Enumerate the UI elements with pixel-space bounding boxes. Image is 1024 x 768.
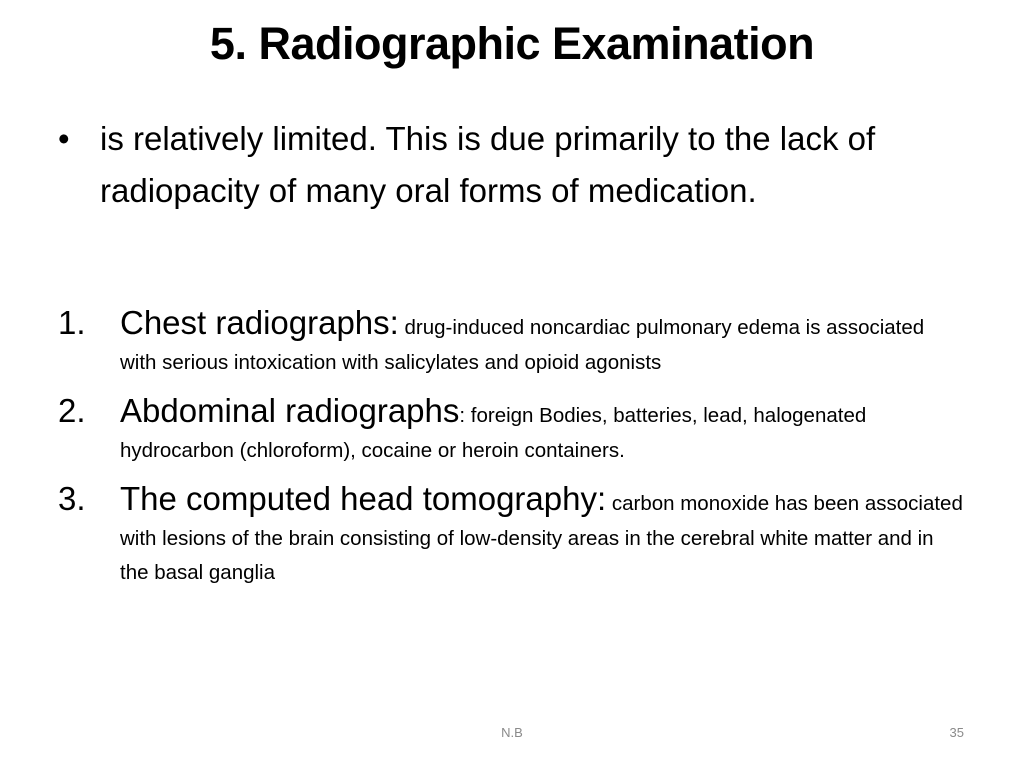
slide-number: 35: [949, 725, 964, 740]
list-item-heading: The computed head tomography:: [120, 480, 607, 517]
list-item-number: 3.: [58, 480, 86, 517]
list-item-number: 2.: [58, 392, 86, 429]
intro-bullet-text: is relatively limited. This is due primarily to the lack of radiopacity of many oral forms of medication.: [100, 120, 876, 209]
list-item: [58, 300, 963, 380]
list-item-detail: drug-induced noncardiac pulmonary edema is associated with serious intoxication with salicylates and opioid agonists: [120, 316, 925, 374]
list-item-heading: Abdominal radiographs: [120, 392, 460, 429]
list-item-detail: : foreign Bodies, batteries, lead, halogenated hydrocarbon (chloroform), cocaine or heroin containers.: [120, 404, 867, 462]
list-item-detail: carbon monoxide has been associated with lesions of the brain consisting of low-density areas in the cerebral white matter and in the basal ganglia: [120, 492, 963, 584]
list-item: [58, 476, 963, 590]
bullet-icon: •: [58, 120, 70, 157]
list-item: [58, 388, 963, 468]
list-item-heading: Chest radiographs:: [120, 304, 399, 341]
numbered-list: [58, 300, 963, 598]
intro-bullet: [58, 113, 938, 217]
slide-title: 5. Radiographic Examination: [209, 18, 815, 69]
footer-author: N.B: [501, 725, 523, 740]
list-item-number: 1.: [58, 304, 86, 341]
